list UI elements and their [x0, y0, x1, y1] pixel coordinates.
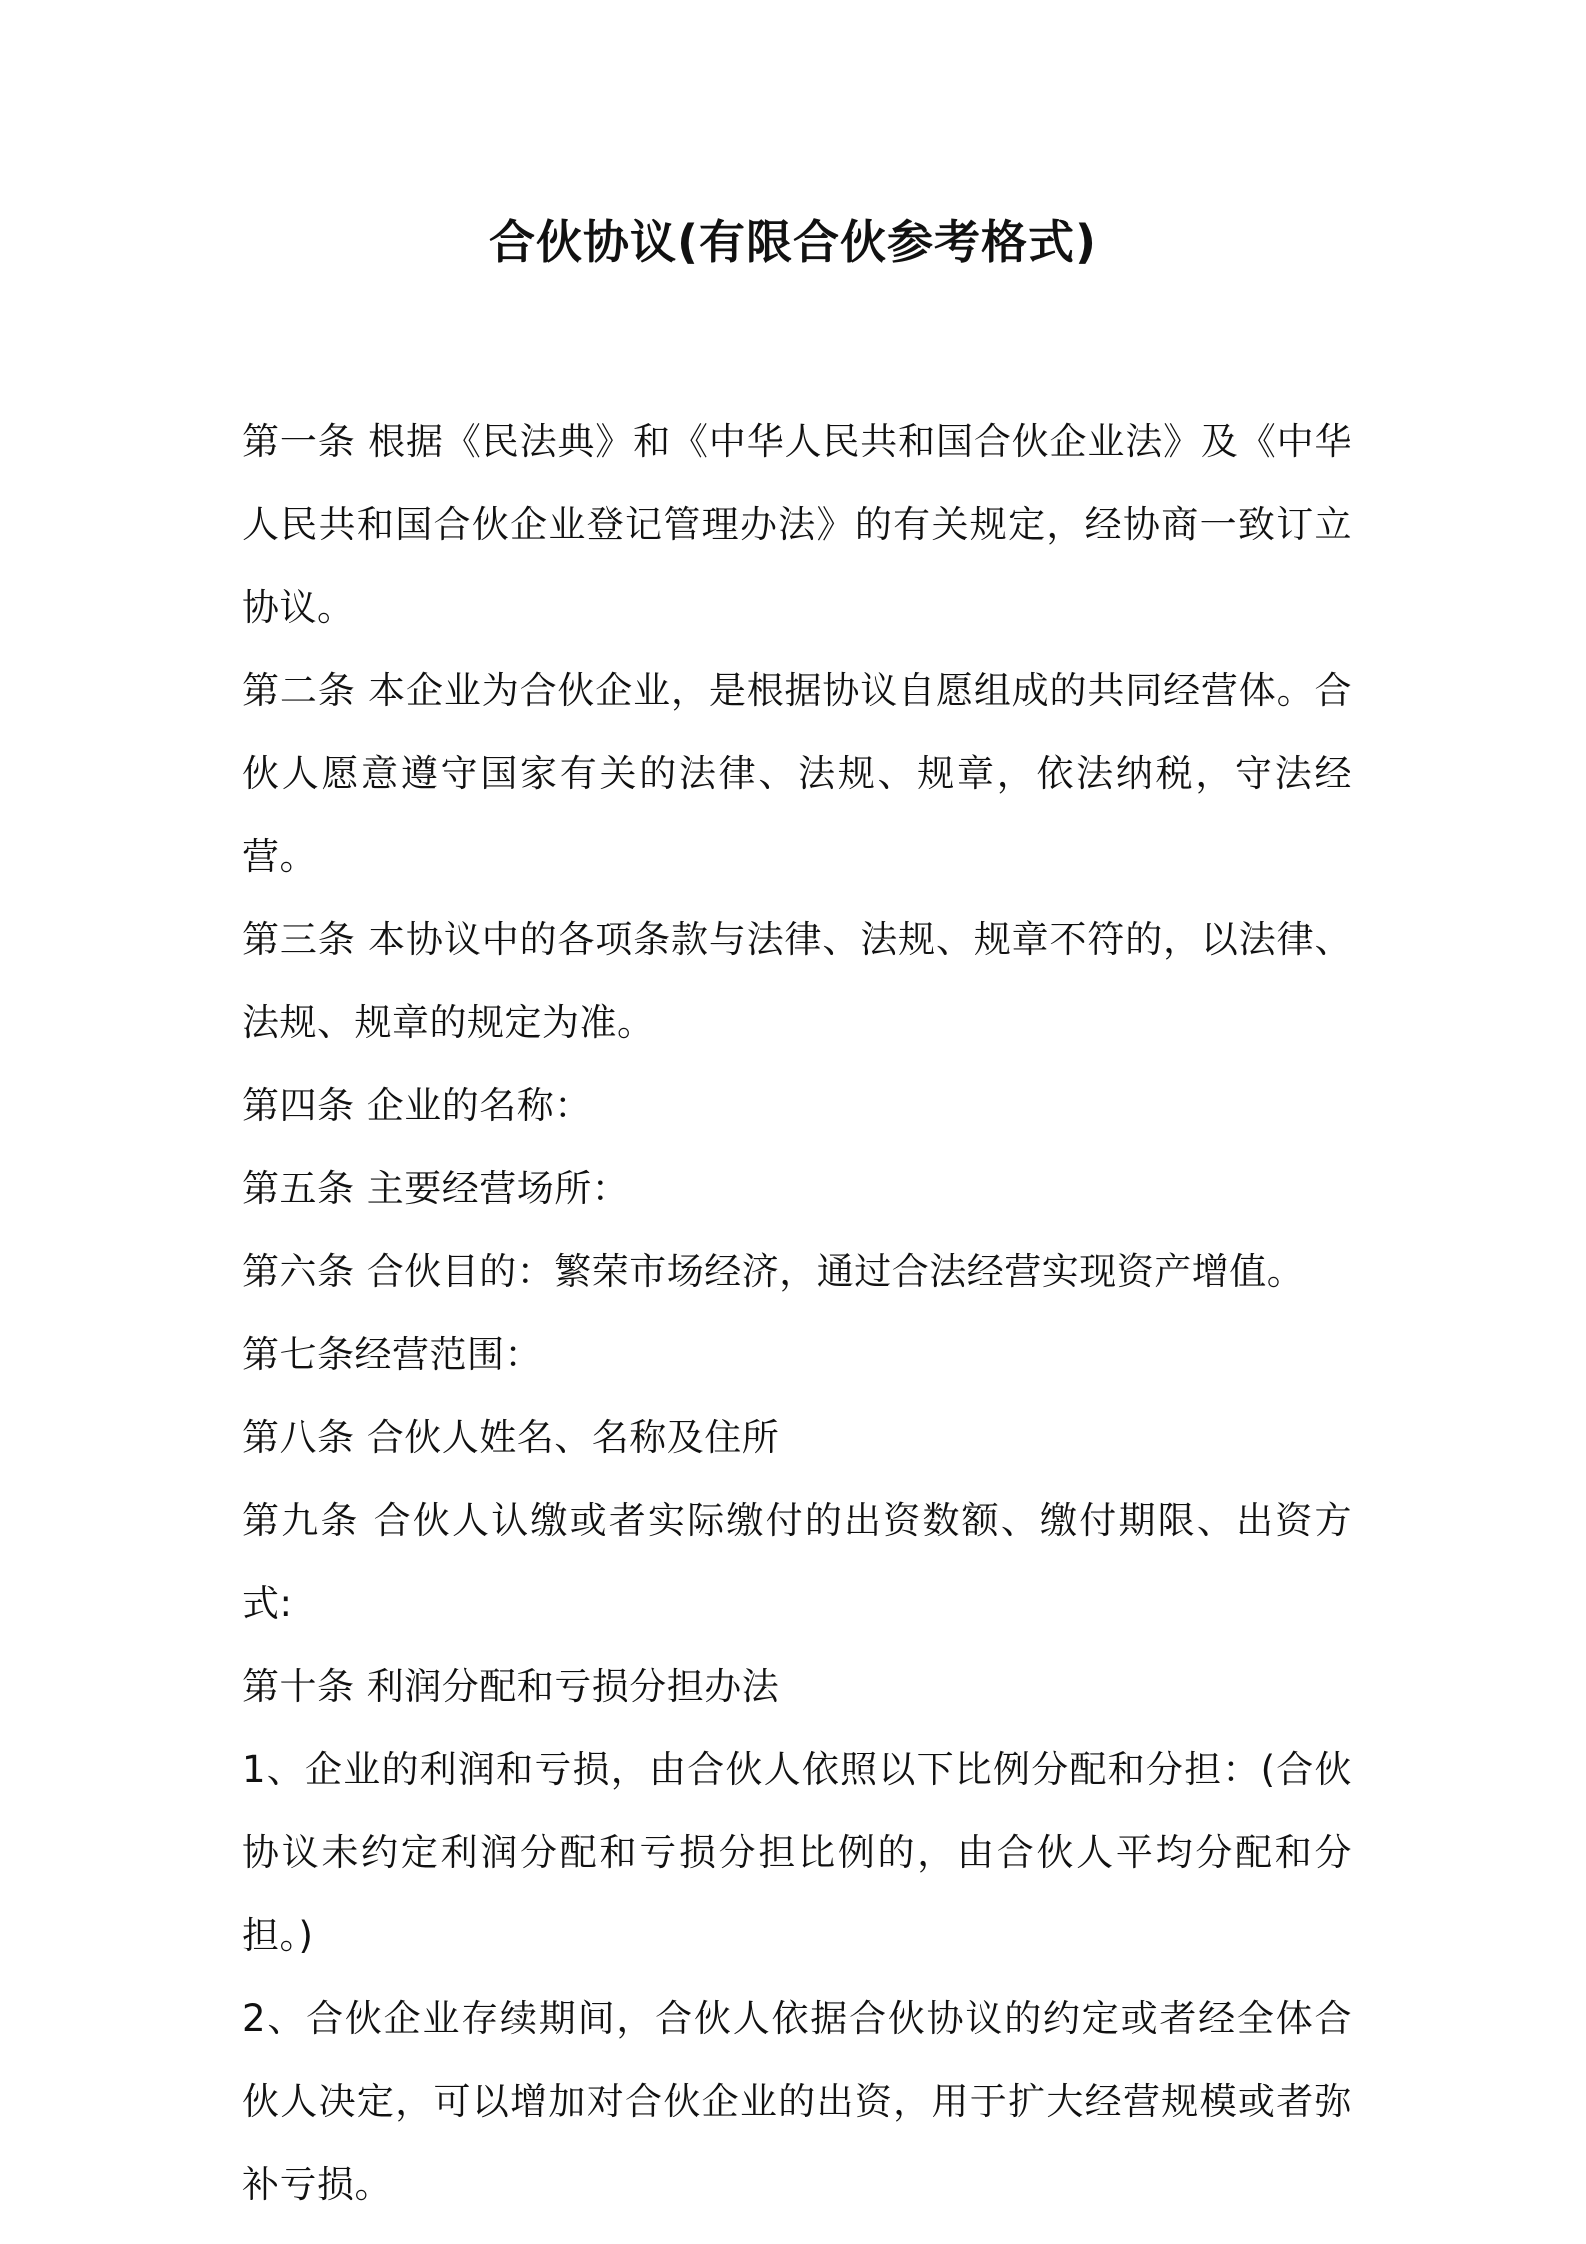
article-7: 第七条经营范围： [242, 1333, 542, 1376]
article-6: 第六条 合伙目的：繁荣市场经济，通过合法经营实现资产增值。 [242, 1250, 1305, 1293]
article-8: 第八条 合伙人姓名、名称及住所 [242, 1416, 780, 1459]
article-3: 第三条 本协议中的各项条款与法律、法规、规章不符的，以法律、法规、规章的规定为准。 [242, 918, 1352, 1044]
clause-10-1: 1、企业的利润和亏损，由合伙人依照以下比例分配和分担：(合伙协议未约定利润分配和亏损分担比例的，由合伙人平均分配和分担。) [242, 1748, 1352, 1957]
clause-10-2: 2、合伙企业存续期间，合伙人依据合伙协议的约定或者经全体合伙人决定，可以增加对合伙企业的出资，用于扩大经营规模或者弥补亏损。 [242, 1997, 1352, 2206]
article-10: 第十条 利润分配和亏损分担办法 [242, 1665, 780, 1708]
document-title: 合伙协议(有限合伙参考格式) [488, 215, 1098, 269]
article-2: 第二条 本企业为合伙企业，是根据协议自愿组成的共同经营体。合伙人愿意遵守国家有关的法律、法规、规章，依法纳税，守法经营。 [242, 669, 1352, 878]
article-1: 第一条 根据《民法典》和《中华人民共和国合伙企业法》及《中华人民共和国合伙企业登记管理办法》的有关规定，经协商一致订立协议。 [242, 420, 1352, 629]
document-body [242, 400, 1352, 2226]
article-5: 第五条 主要经营场所： [242, 1167, 630, 1210]
article-4: 第四条 企业的名称： [242, 1084, 592, 1127]
article-9: 第九条 合伙人认缴或者实际缴付的出资数额、缴付期限、出资方式: [242, 1499, 1352, 1625]
